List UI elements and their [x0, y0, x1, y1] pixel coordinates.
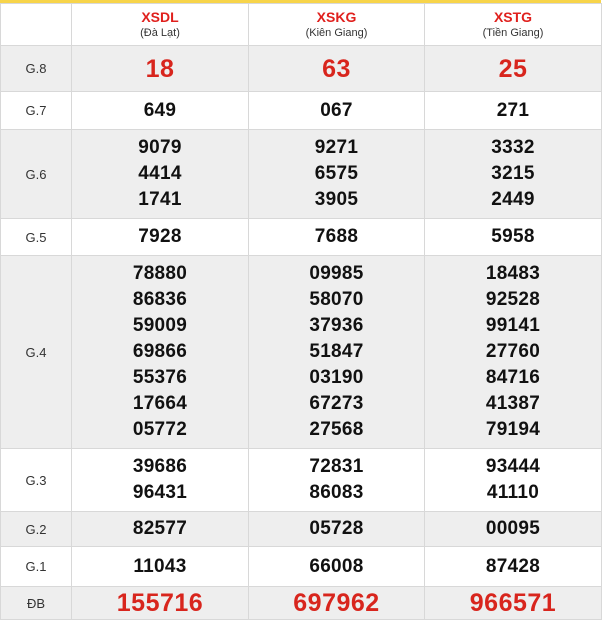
prize-label: G.5: [1, 219, 72, 256]
prize-number: 18: [145, 54, 175, 83]
prize-label: G.1: [1, 547, 72, 587]
station-code[interactable]: XSDL: [141, 9, 179, 25]
results-table: [0, 3, 602, 620]
prize-cell: [425, 219, 602, 256]
prize-row-g5: [1, 219, 602, 256]
prize-number: 271: [496, 99, 530, 121]
prize-number: 92528: [485, 289, 541, 310]
prize-cell: [425, 92, 602, 130]
prize-number: 51847: [309, 341, 364, 362]
station-code[interactable]: XSKG: [316, 9, 357, 25]
prize-number: 67273: [309, 393, 364, 414]
prize-label: ĐB: [1, 587, 72, 620]
prize-cell: [425, 256, 602, 449]
station-header-2: [249, 4, 425, 46]
prize-number: 067: [320, 99, 353, 121]
prize-cell: [72, 449, 249, 512]
prize-cell: [249, 46, 425, 92]
prize-cell: [249, 92, 425, 130]
prize-number: 03190: [309, 367, 364, 388]
prize-cell: [249, 130, 425, 219]
prize-number: 58070: [309, 289, 364, 310]
prize-number: 18483: [485, 263, 541, 284]
prize-cell: [249, 512, 425, 547]
prize-label: G.2: [1, 512, 72, 547]
prize-number: 7688: [314, 226, 359, 247]
prize-label: G.4: [1, 256, 72, 449]
prize-number: 99141: [485, 315, 541, 336]
prize-cell: [72, 219, 249, 256]
prize-number: 69866: [132, 341, 188, 362]
prize-number: 05772: [132, 419, 188, 440]
prize-number: 41110: [486, 482, 540, 503]
station-header-1: [72, 4, 249, 46]
prize-cell: [425, 512, 602, 547]
prize-number: 79194: [485, 419, 541, 440]
prize-number: 93444: [485, 456, 541, 477]
prize-number: 3215: [491, 163, 535, 184]
prize-cell: [72, 46, 249, 92]
prize-number: 25: [498, 54, 528, 83]
prize-cell: [425, 46, 602, 92]
prize-number: 05728: [309, 518, 364, 539]
prize-row-g4: [1, 256, 602, 449]
station-code[interactable]: XSTG: [493, 9, 533, 25]
prize-cell: [72, 92, 249, 130]
prize-cell: [425, 130, 602, 219]
prize-cell: [249, 449, 425, 512]
prize-number: 649: [143, 99, 177, 121]
prize-number: 72831: [309, 456, 364, 477]
prize-cell: [72, 130, 249, 219]
station-header-3: [425, 4, 602, 46]
prize-number: 66008: [309, 555, 364, 577]
prize-label: G.7: [1, 92, 72, 130]
header-row: [1, 4, 602, 46]
prize-row-g3: [1, 449, 602, 512]
prize-cell: [425, 449, 602, 512]
prize-number: 17664: [132, 393, 188, 414]
prize-number: 09985: [309, 263, 364, 284]
prize-number: 3905: [314, 189, 359, 210]
prize-label: G.3: [1, 449, 72, 512]
prize-number: 63: [322, 54, 351, 83]
prize-number: 86836: [132, 289, 188, 310]
prize-number: 11043: [133, 555, 187, 577]
prize-number: 55376: [132, 367, 188, 388]
prize-number: 96431: [132, 482, 188, 503]
prize-number: 9079: [138, 137, 182, 158]
prize-number: 27568: [309, 419, 364, 440]
prize-cell: [72, 547, 249, 587]
prize-row-g1: [1, 547, 602, 587]
prize-cell: [72, 512, 249, 547]
prize-number: 1741: [138, 189, 182, 210]
prize-number: 86083: [309, 482, 364, 503]
prize-number: 84716: [485, 367, 541, 388]
prize-label: G.6: [1, 130, 72, 219]
prize-number: 87428: [485, 555, 541, 577]
prize-cell: [249, 219, 425, 256]
prize-row-g7: [1, 92, 602, 130]
prize-number: 7928: [138, 226, 182, 247]
prize-cell: [425, 547, 602, 587]
prize-number: 2449: [491, 189, 535, 210]
prize-number: 697962: [293, 589, 380, 617]
station-province: (Kiên Giang): [305, 27, 368, 39]
prize-number: 00095: [485, 518, 541, 539]
prize-number: 78880: [132, 263, 188, 284]
prize-number: 9271: [314, 137, 359, 158]
prize-number: 3332: [491, 137, 535, 158]
prize-number: 37936: [309, 315, 364, 336]
header-empty-cell: [1, 4, 72, 46]
prize-label: G.8: [1, 46, 72, 92]
prize-row-g6: [1, 130, 602, 219]
prize-number: 966571: [469, 589, 557, 617]
prize-number: 4414: [138, 163, 182, 184]
prize-number: 41387: [485, 393, 541, 414]
prize-number: 155716: [116, 589, 204, 617]
prize-number: 5958: [491, 226, 535, 247]
prize-row-g2: [1, 512, 602, 547]
prize-number: 27760: [485, 341, 541, 362]
prize-number: 6575: [314, 163, 359, 184]
prize-cell: [249, 547, 425, 587]
prize-row-g8: [1, 46, 602, 92]
station-province: (Đà Lạt): [140, 27, 180, 39]
prize-number: 82577: [132, 518, 188, 539]
prize-cell: [72, 256, 249, 449]
prize-number: 39686: [132, 456, 188, 477]
prize-number: 59009: [132, 315, 188, 336]
prize-cell: [249, 256, 425, 449]
station-province: (Tiền Giang): [482, 27, 544, 39]
